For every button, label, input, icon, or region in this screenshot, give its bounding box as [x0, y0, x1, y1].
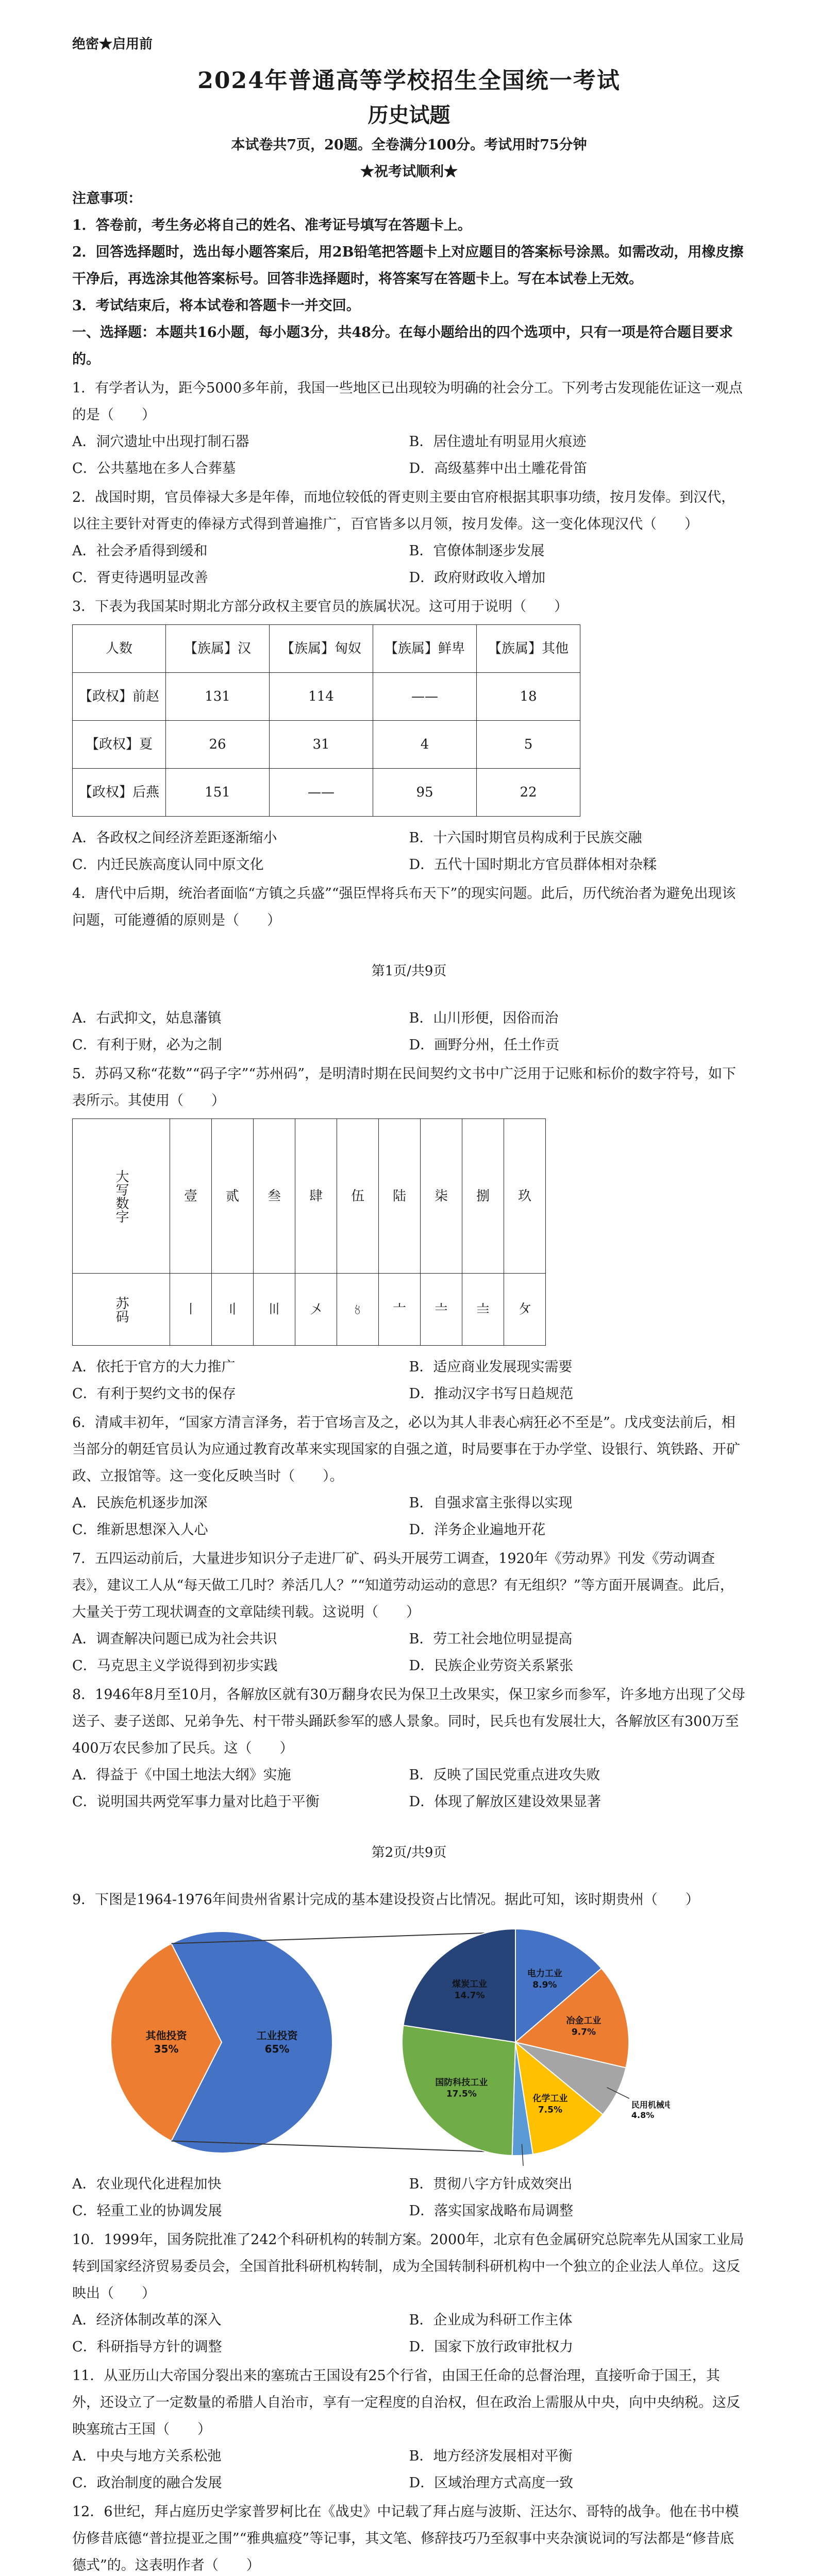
table-cell: 131 — [166, 673, 270, 721]
question-11-stem: 11．从亚历山大帝国分裂出来的塞琉古王国设有25个行省，由国王任命的总督治理，直接听命于国王，其外，还设立了一定数量的希腊人自治市，享有一定程度的自治权，但在政治上需服从中央，向中央纳税。这反映塞琉古王国（ ） — [72, 2368, 740, 2437]
question-9-stem: 9．下图是1964-1976年间贵州省累计完成的基本建设投资占比情况。据此可知，该时期贵州（ ） — [72, 1892, 699, 1908]
question-12-stem: 12．6世纪，拜占庭历史学家普罗柯比在《战史》中记载了拜占庭与波斯、汪达尔、哥特的战争。他在书中模仿修昔底德“普拉提亚之围”“雅典瘟疫”等记事，其文笔、修辞技巧乃至叙事中夹杂演说词的写法都是“修昔底德式”的。这表明作者（ ） — [72, 2504, 739, 2573]
option-b[interactable]: B．反映了国民党重点进攻失败 — [409, 1767, 600, 1783]
option-a[interactable]: A．民族危机逐步加深 — [72, 1495, 208, 1511]
option-c[interactable]: C．有利于财，必为之制 — [72, 1037, 222, 1053]
table-row — [73, 1274, 546, 1346]
table-cell: 5 — [477, 721, 580, 769]
pie-slice-value: 8.9% — [532, 1980, 557, 1991]
pie-slice-label: 国防科技工业 — [435, 2077, 488, 2088]
exam-info: 本试卷共7页，20题。全卷满分100分。考试用时75分钟 — [231, 137, 587, 153]
option-a[interactable]: A．各政权之间经济差距逐渐缩小 — [72, 830, 277, 846]
code-cell: 〧 — [421, 1274, 462, 1346]
code-cell: 〨 — [462, 1274, 504, 1346]
pie-slice-value: 65% — [264, 2043, 290, 2055]
option-a[interactable]: A．调查解决问题已成为社会共识 — [72, 1631, 277, 1647]
digit-cell: 陆 — [379, 1119, 421, 1274]
pie-slice-label: 民用机械电 — [631, 2100, 670, 2110]
table-cell: 26 — [166, 721, 270, 769]
option-c[interactable]: C．有利于契约文书的保存 — [72, 1386, 236, 1402]
table-cell: 【政权】前赵 — [73, 673, 166, 721]
option-d[interactable]: D．国家下放行政审批权力 — [409, 2339, 574, 2355]
notice-item: 3．考试结束后，将本试卷和答题卡一并交回。 — [72, 298, 360, 314]
code-cell: 〣 — [254, 1274, 295, 1346]
section-heading: 一、选择题：本题共16小题，每小题3分，共48分。在每小题给出的四个选项中，只有一项是符合题目要求的。 — [72, 325, 733, 367]
question-2-options — [72, 538, 746, 591]
option-a[interactable]: A．右武抑文，姑息藩镇 — [72, 1010, 222, 1026]
option-c[interactable]: C．公共墓地在多人合葬墓 — [72, 461, 236, 477]
option-a[interactable]: A．经济体制改革的深入 — [72, 2312, 222, 2328]
option-b[interactable]: B．十六国时期官员构成利于民族交融 — [409, 830, 642, 846]
notice-item: 2．回答选择题时，选出每小题答案后，用2B铅笔把答题卡上对应题目的答案标号涂黑。如需改动，用橡皮擦干净后，再选涂其他答案标号。回答非选择题时，将答案写在答题卡上。写在本试卷上无效。 — [72, 244, 744, 287]
option-d[interactable]: D．体现了解放区建设效果显著 — [409, 1794, 602, 1810]
question-7-stem: 7．五四运动前后，大量进步知识分子走进厂矿、码头开展劳工调查，1920年《劳动界》刊发《劳动调查表》，建议工人从“每天做工几时？养活几人？”“知道劳动运动的意思？有无组织？”等方面开展调查。此后，大量关于劳工现状调查的文章陆续刊载。这说明（ ） — [72, 1551, 734, 1620]
official-ethnicity-table — [72, 624, 580, 817]
table-row — [73, 673, 580, 721]
question-4-stem: 4．唐代中后期，统治者面临“方镇之兵盛”“强臣悍将兵布天下”的现实问题。此后，历代统治者为避免出现该问题，可能遵循的原则是（ ） — [72, 886, 736, 928]
option-b[interactable]: B．山川形便，因俗而治 — [409, 1010, 559, 1026]
question-5-stem: 5．苏码又称“花数”“码子字”“苏州码”，是明清时期在民间契约文书中广泛用于记账和标价的数字符号，如下表所示。其使用（ ） — [72, 1066, 736, 1109]
digit-cell: 肆 — [295, 1119, 337, 1274]
pie-slice-label: 冶金工业 — [566, 2015, 602, 2026]
option-b[interactable]: B．地方经济发展相对平衡 — [409, 2448, 573, 2464]
notice-item: 1．答卷前，考生务必将自己的姓名、准考证号填写在答题卡上。 — [72, 217, 472, 233]
row-label: 大写数字 — [73, 1119, 170, 1274]
pie-slice-value: 4.8% — [631, 2110, 655, 2121]
table-cell: 95 — [373, 769, 477, 817]
digit-cell: 伍 — [337, 1119, 379, 1274]
table-row — [73, 721, 580, 769]
option-b[interactable]: B．适应商业发展现实需要 — [409, 1359, 573, 1375]
question-4-options — [72, 1005, 746, 1059]
exam-title: 2024年普通高等学校招生全国统一考试 — [197, 67, 621, 94]
option-d[interactable]: D．落实国家战略布局调整 — [409, 2203, 574, 2219]
pie-slice-value: 7.5% — [538, 2105, 563, 2115]
table-header-row — [73, 625, 580, 673]
question-6-stem: 6．清咸丰初年，“国家方清言泽务，若于官场言及之，必以为其人非表心病狂必不至是”。戊戌变法前后，相当部分的朝廷官员认为应通过教育改革来实现国家的自强之道，时局要事在于办学堂、设银行、筑铁路、开矿政、立报馆等。这一变化反映当时（ ）。 — [72, 1415, 740, 1484]
table-cell: 31 — [270, 721, 373, 769]
table-cell: 151 — [166, 769, 270, 817]
option-d[interactable]: D．画野分州，任土作贡 — [409, 1037, 560, 1053]
table-cell: 【政权】后燕 — [73, 769, 166, 817]
digit-cell: 捌 — [462, 1119, 504, 1274]
option-b[interactable]: B．劳工社会地位明显提高 — [409, 1631, 573, 1647]
pie-slice-value: 35% — [154, 2043, 179, 2055]
table-cell: 22 — [477, 769, 580, 817]
pie-slice-label: 化学工业 — [532, 2093, 568, 2104]
option-a[interactable]: A．洞穴遗址中出现打制石器 — [72, 434, 249, 450]
code-cell: 〥 — [337, 1274, 379, 1346]
option-c[interactable]: C．政治制度的融合发展 — [72, 2475, 222, 2491]
option-d[interactable]: D．区域治理方式高度一致 — [409, 2475, 574, 2491]
code-cell: 〦 — [379, 1274, 421, 1346]
option-a[interactable]: A．社会矛盾得到缓和 — [72, 543, 208, 559]
option-b[interactable]: B．企业成为科研工作主体 — [409, 2312, 573, 2328]
table-header-cell: 【族属】匈奴 — [270, 625, 373, 673]
question-1-stem: 1．有学者认为，距今5000多年前，我国一些地区已出现较为明确的社会分工。下列考古发现能佐证这一观点的是（ ） — [72, 380, 743, 423]
subject-title: 历史试题 — [368, 103, 450, 127]
option-a[interactable]: A．依托于官方的大力推广 — [72, 1359, 236, 1375]
option-b[interactable]: B．贯彻八字方针成效突出 — [409, 2176, 573, 2192]
table-row — [73, 769, 580, 817]
question-3-stem: 3．下表为我国某时期北方部分政权主要官员的族属状况。这可用于说明（ ） — [72, 599, 569, 615]
notice-heading: 注意事项： — [72, 191, 142, 207]
pie-slice-label: 其他投资 — [145, 2029, 187, 2042]
option-a[interactable]: A．中央与地方关系松弛 — [72, 2448, 222, 2464]
row-label: 苏码 — [73, 1274, 170, 1346]
option-b[interactable]: B．官僚体制逐步发展 — [409, 543, 545, 559]
question-10-options — [72, 2307, 746, 2361]
table-header-cell: 人数 — [73, 625, 166, 673]
pie-slice-value: 17.5% — [446, 2089, 477, 2099]
pie-slice-label: 煤炭工业 — [452, 1979, 488, 1990]
option-d[interactable]: D．五代十国时期北方官员群体相对杂糅 — [409, 857, 657, 873]
option-b[interactable]: B．自强求富主张得以实现 — [409, 1495, 573, 1511]
question-2-stem: 2．战国时期，官员俸禄大多是年俸，而地位较低的胥吏则主要由官府根据其职事功绩，按月发俸。到汉代，以往主要针对胥吏的俸禄方式得到普遍推广，百官皆多以月领，按月发俸。这一变化体现汉代（ ） — [72, 489, 736, 532]
question-8-options — [72, 1762, 746, 1816]
pie-slice-value: 14.7% — [454, 1990, 485, 2001]
question-8-stem: 8．1946年8月至10月，各解放区就有30万翻身农民为保卫土改果实，保卫家乡而参军，许多地方出现了父母送子、妻子送郎、兄弟争先、村干带头踊跃参军的感人景象。同时，民兵也有发展壮大，各解放区有300万至400万农民参加了民兵。这（ ） — [72, 1687, 745, 1756]
code-cell: 〤 — [295, 1274, 337, 1346]
option-c[interactable]: C．维新思想深入人心 — [72, 1522, 208, 1538]
table-cell: 18 — [477, 673, 580, 721]
option-c[interactable]: C．马克思主义学说得到初步实践 — [72, 1658, 278, 1674]
table-cell: 【政权】夏 — [73, 721, 166, 769]
option-d[interactable]: D．洋务企业遍地开花 — [409, 1522, 546, 1538]
option-c[interactable]: C．说明国共两党军事力量对比趋于平衡 — [72, 1794, 320, 1810]
pie-chart-svg — [103, 1919, 670, 2166]
question-3-options — [72, 825, 746, 878]
page-number: 第2页/共9页 — [371, 1845, 447, 1860]
question-9-options — [72, 2171, 746, 2225]
pie-slice-label: 工业投资 — [256, 2029, 298, 2042]
option-d[interactable]: D．高级墓葬中出土雕花骨笛 — [409, 461, 588, 477]
code-cell: 〢 — [212, 1274, 254, 1346]
option-c[interactable]: C．轻重工业的协调发展 — [72, 2203, 222, 2219]
option-a[interactable]: A．农业现代化进程加快 — [72, 2176, 222, 2192]
table-cell: —— — [373, 673, 477, 721]
question-11-options — [72, 2443, 746, 2497]
investment-pie-chart — [103, 1919, 670, 2166]
suzhou-numeral-table — [72, 1118, 546, 1346]
code-cell: 〩 — [504, 1274, 546, 1346]
pie-slice-label: 电力工业 — [527, 1969, 562, 1979]
table-cell: 114 — [270, 673, 373, 721]
question-7-options — [72, 1626, 746, 1680]
digit-cell: 贰 — [212, 1119, 254, 1274]
secret-label: 绝密★启用前 — [72, 37, 153, 52]
table-header-cell: 【族属】汉 — [166, 625, 270, 673]
option-d[interactable]: D．民族企业劳资关系紧张 — [409, 1658, 574, 1674]
option-c[interactable]: C．内迁民族高度认同中原文化 — [72, 857, 264, 873]
table-header-cell: 【族属】鲜卑 — [373, 625, 477, 673]
question-5-options — [72, 1354, 746, 1408]
table-header-cell: 【族属】其他 — [477, 625, 580, 673]
code-cell: 〡 — [170, 1274, 212, 1346]
question-1-options — [72, 429, 746, 482]
pie-slice-value: 9.7% — [571, 2027, 596, 2038]
table-cell: —— — [270, 769, 373, 817]
digit-cell: 壹 — [170, 1119, 212, 1274]
digit-cell: 叁 — [254, 1119, 295, 1274]
page-number: 第1页/共9页 — [371, 963, 447, 979]
option-c[interactable]: C．科研指导方针的调整 — [72, 2339, 222, 2355]
digit-cell: 柒 — [421, 1119, 462, 1274]
exam-wish: ★祝考试顺利★ — [360, 164, 458, 180]
question-6-options — [72, 1490, 746, 1544]
option-d[interactable]: D．政府财政收入增加 — [409, 570, 546, 586]
option-b[interactable]: B．居住遗址有明显用火痕迹 — [409, 434, 587, 450]
table-cell: 4 — [373, 721, 477, 769]
option-a[interactable]: A．得益于《中国土地法大纲》实施 — [72, 1767, 291, 1783]
digit-cell: 玖 — [504, 1119, 546, 1274]
option-d[interactable]: D．推动汉字书写日趋规范 — [409, 1386, 574, 1402]
table-row — [73, 1119, 546, 1274]
question-10-stem: 10．1999年，国务院批准了242个科研机构的转制方案。2000年，北京有色金属研究总院率先从国家工业局转到国家经济贸易委员会，全国首批科研机构转制，成为全国转制科研机构中一个独立的企业法人单位。这反映出（ ） — [72, 2232, 744, 2301]
option-c[interactable]: C．胥吏待遇明显改善 — [72, 570, 208, 586]
